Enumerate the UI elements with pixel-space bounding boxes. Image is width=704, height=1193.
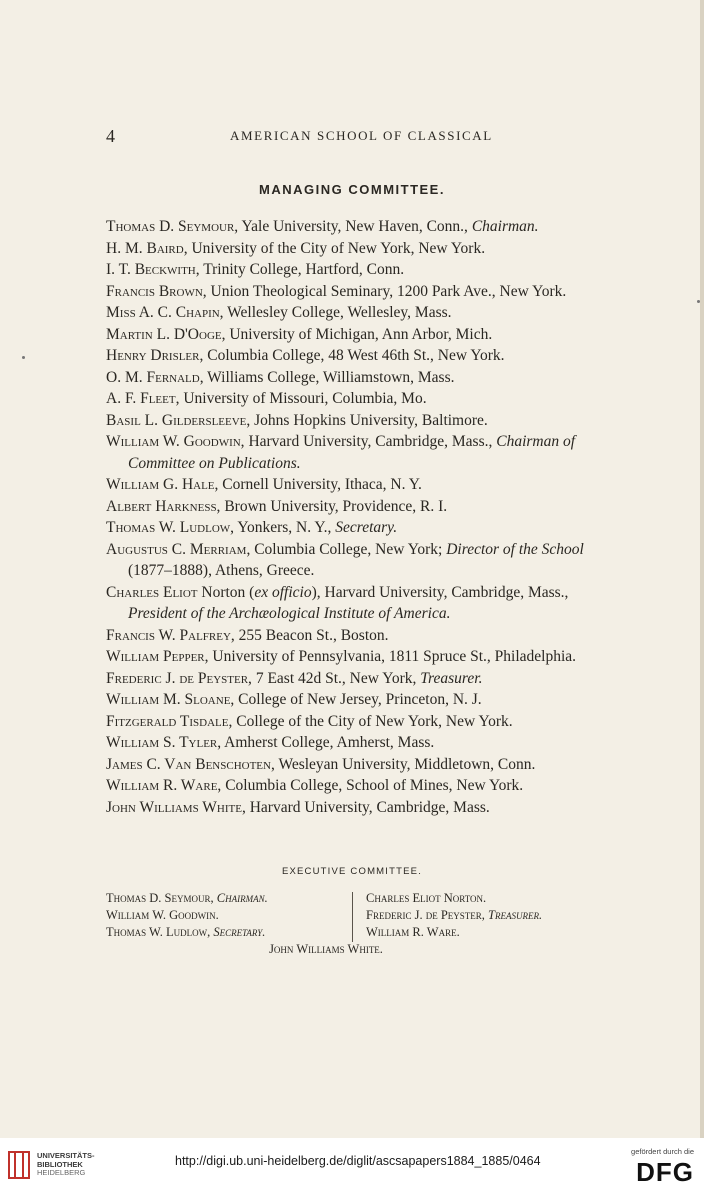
member-name: O. M. Fernald, (106, 368, 204, 386)
member-affiliation: Yonkers, N. Y., (234, 519, 336, 536)
managing-committee-title: MANAGING COMMITTEE. (259, 182, 445, 197)
member-name: Charles Eliot (106, 583, 198, 601)
member-affiliation: Johns Hopkins University, Baltimore. (250, 411, 488, 429)
dfg-logo: DFG (636, 1157, 694, 1187)
digitization-footer (0, 1138, 704, 1193)
member-entry (106, 302, 606, 324)
executive-left-column (106, 890, 346, 941)
member-affiliation-tail: ), Harvard University, Cambridge, Mass., (311, 583, 569, 601)
member-name: H. M. Baird, (106, 239, 188, 257)
member-entry (106, 238, 606, 260)
member-role: President of the Archæological Institute of America. (128, 605, 451, 622)
member-affiliation: University of the City of New York, New York. (187, 239, 486, 257)
executive-member-centered: John Williams White. (269, 942, 383, 956)
member-entry (106, 646, 606, 668)
executive-member (106, 924, 346, 941)
paper-speck (697, 300, 700, 303)
member-entry (106, 754, 606, 776)
member-name: William S. Tyler, (106, 734, 222, 751)
executive-member-role: Secretary. (213, 925, 266, 939)
member-entry (106, 410, 606, 432)
member-affiliation: Trinity College, Hartford, Conn. (199, 261, 405, 278)
member-affiliation: 7 East 42d St., New York, (251, 669, 421, 687)
member-name: Francis W. Palfrey, (106, 626, 235, 644)
executive-member-name: Thomas D. Seymour, (106, 891, 214, 905)
executive-member (366, 924, 626, 941)
executive-member-role: Treasurer. (488, 908, 543, 922)
member-affiliation: Norton ( (197, 583, 255, 601)
member-name: William M. Sloane, (106, 691, 235, 708)
member-name: John Williams White, (106, 798, 246, 816)
executive-member-name: William W. Goodwin. (106, 908, 219, 922)
member-affiliation: 255 Beacon St., Boston. (234, 626, 389, 644)
running-title: AMERICAN SCHOOL OF CLASSICAL (230, 128, 493, 143)
member-affiliation: Columbia College, 48 West 46th St., New York. (203, 347, 505, 364)
member-entry (106, 496, 606, 518)
executive-right-column (366, 890, 626, 941)
member-entry (106, 281, 606, 303)
executive-member (106, 907, 346, 924)
member-affiliation: University of Missouri, Columbia, Mo. (179, 390, 427, 407)
member-name: I. T. Beckwith, (106, 261, 200, 278)
library-logo-text (37, 1152, 95, 1178)
member-role: Director of the School (446, 540, 584, 558)
member-name: Fitzgerald Tisdale, (106, 712, 233, 730)
member-role: ex officio (254, 583, 312, 601)
member-affiliation: College of New Jersey, Princeton, N. J. (234, 691, 482, 708)
member-affiliation: College of the City of New York, New York. (232, 712, 513, 730)
member-affiliation: Wellesley College, Wellesley, Mass. (223, 304, 452, 321)
executive-member-name: Thomas W. Ludlow, (106, 925, 211, 939)
member-entry (106, 345, 606, 367)
member-entry (106, 711, 606, 733)
executive-member-name: William R. Ware. (366, 925, 460, 939)
member-role: Secretary. (335, 519, 398, 536)
executive-member-name: Frederic J. de Peyster, (366, 908, 485, 922)
logo-line: UNIVERSITÄTS- (37, 1151, 95, 1160)
member-affiliation-tail: (1877–1888), Athens, Greece. (128, 562, 315, 579)
page-edge (700, 0, 704, 1138)
member-affiliation: Williams College, Williamstown, Mass. (203, 368, 455, 386)
member-name: Francis Brown, (106, 282, 207, 300)
member-name: William Pepper, (106, 648, 209, 665)
member-affiliation: Brown University, Providence, R. I. (220, 497, 448, 515)
managing-committee-list (106, 216, 606, 818)
member-affiliation: Harvard University, Cambridge, Mass. (245, 798, 490, 816)
member-entry (106, 797, 606, 819)
member-role: Chairman of Committee on Publications. (128, 433, 576, 472)
executive-member-name: Charles Eliot Norton. (366, 891, 487, 905)
member-entry (106, 689, 606, 711)
member-entry (106, 732, 606, 754)
member-name: William R. Ware, (106, 777, 222, 794)
member-entry (106, 539, 606, 582)
member-entry (106, 582, 606, 625)
member-name: Augustus C. Merriam, (106, 540, 251, 558)
logo-line: BIBLIOTHEK (37, 1159, 83, 1169)
member-affiliation: Union Theological Seminary, 1200 Park Ave., New York. (206, 282, 567, 300)
member-name: Frederic J. de Peyster, (106, 669, 252, 687)
member-role: Treasurer. (420, 669, 483, 687)
running-head (0, 126, 704, 146)
page-number: 4 (106, 126, 115, 146)
member-name: Albert Harkness, (106, 497, 221, 515)
executive-member (106, 890, 346, 907)
member-name: Martin L. D'Ooge, (106, 325, 226, 343)
member-name: William G. Hale, (106, 476, 219, 493)
member-affiliation: University of Pennsylvania, 1811 Spruce St., Philadelphia. (208, 648, 577, 665)
member-affiliation: Harvard University, Cambridge, Mass., (244, 433, 497, 450)
member-entry (106, 259, 606, 281)
member-name: Miss A. C. Chapin, (106, 304, 224, 321)
executive-member-role: Chairman. (216, 891, 268, 905)
member-entry (106, 216, 606, 238)
funder-caption: gefördert durch die (631, 1147, 694, 1156)
member-entry (106, 431, 606, 474)
member-name: Henry Drisler, (106, 347, 204, 364)
member-entry (106, 474, 606, 496)
member-affiliation: Wesleyan University, Middletown, Conn. (274, 755, 536, 773)
permalink-url[interactable]: http://digi.ub.uni-heidelberg.de/diglit/ascsapapers1884_1885/0464 (175, 1154, 541, 1168)
member-name: William W. Goodwin, (106, 433, 245, 450)
member-entry (106, 367, 606, 389)
member-role: Chairman. (471, 218, 539, 235)
member-name: Thomas W. Ludlow, (106, 519, 235, 536)
member-affiliation: Columbia College, New York; (250, 540, 447, 558)
member-entry (106, 668, 606, 690)
library-logo-icon (8, 1150, 30, 1180)
member-name: Thomas D. Seymour, (106, 218, 239, 235)
member-affiliation: University of Michigan, Ann Arbor, Mich. (225, 325, 493, 343)
member-name: Basil L. Gildersleeve, (106, 411, 251, 429)
member-affiliation: Amherst College, Amherst, Mass. (221, 734, 435, 751)
member-affiliation: Yale University, New Haven, Conn., (238, 218, 472, 235)
paper-speck (22, 356, 25, 359)
member-entry (106, 388, 606, 410)
member-name: A. F. Fleet, (106, 390, 180, 407)
member-name: James C. Van Benschoten, (106, 755, 275, 773)
executive-member (366, 890, 626, 907)
member-affiliation: Columbia College, School of Mines, New York. (221, 777, 524, 794)
member-entry (106, 775, 606, 797)
member-entry (106, 517, 606, 539)
member-entry (106, 324, 606, 346)
executive-member (366, 907, 626, 924)
executive-committee-title: EXECUTIVE COMMITTEE. (281, 866, 423, 877)
column-divider (352, 892, 353, 942)
member-affiliation: Cornell University, Ithaca, N. Y. (218, 476, 422, 493)
member-entry (106, 625, 606, 647)
logo-line: HEIDELBERG (37, 1168, 86, 1177)
